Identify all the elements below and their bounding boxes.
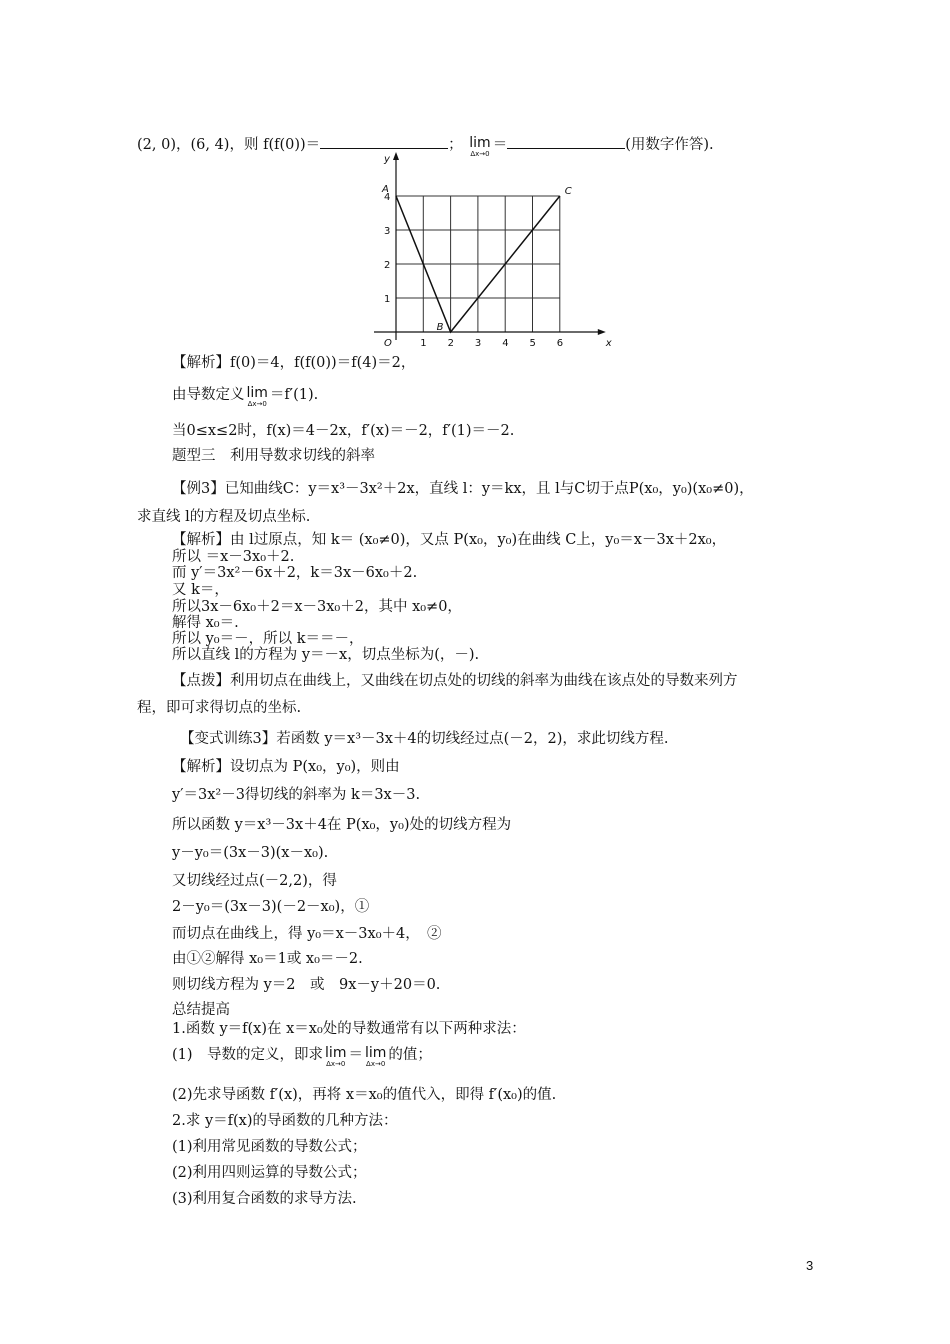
text-line: 1.函数 y＝f(x)在 x＝x₀处的导数通常有以下两种求法： [172, 1021, 526, 1037]
x-tick-label: 1 [420, 338, 427, 349]
text-line: 【解析】由 l过原点，知 k＝ (x₀≠0)，又点 P(x₀，y₀)在曲线 C上，y₀＝x－3x＋2x₀， [172, 532, 727, 548]
text-line: 又切线经过点(－2,2)，得 [172, 873, 337, 889]
function-graph [366, 154, 612, 350]
text-line: y－y₀＝(3x－3)(x－x₀). [172, 845, 329, 861]
y-tick-label: 4 [384, 192, 391, 203]
text-line: 【解析】设切点为 P(x₀，y₀)，则由 [172, 759, 400, 775]
page-number: 3 [806, 1258, 814, 1273]
text-line: (3)利用复合函数的求导方法. [172, 1191, 357, 1207]
limit-symbol: lim Δx→0 [246, 385, 268, 408]
y-axis-arrow [393, 152, 399, 160]
x-tick-label: 4 [502, 338, 509, 349]
limit-symbol: lim Δx→0 [469, 135, 491, 158]
text-line: 所以 ＝x－3x₀＋2. [172, 549, 295, 565]
text-line: 由①②解得 x₀＝1或 x₀＝－2. [172, 951, 363, 967]
text-line: 当0≤x≤2时，f(x)＝4－2x，f′(x)＝－2，f′(1)＝－2. [172, 423, 515, 439]
point-label-A: A [382, 184, 389, 195]
derivative-definition-line: 由导数定义 lim Δx→0 ＝f′(1). [172, 385, 319, 408]
x-tick-label: 6 [556, 338, 564, 349]
text-line: 2－y₀＝(3x－3)(－2－x₀)，① [172, 899, 370, 915]
origin-label: O [384, 338, 392, 349]
x-tick-label: 3 [474, 338, 482, 349]
text-line: 求直线 l的方程及切点坐标. [137, 509, 311, 525]
point-label-B: B [436, 322, 444, 333]
text-line: (1) 导数的定义，即求 lim Δx→0 ＝ lim Δx→0 的值； [172, 1045, 432, 1068]
summary-heading: 总结提高 [172, 1002, 230, 1018]
text-line: 程，即可求得切点的坐标. [137, 700, 302, 716]
text-line: (2)先求导函数 f′(x)，再将 x＝x₀的值代入，即得 f′(x₀)的值. [172, 1087, 557, 1103]
text-line: (2)利用四则运算的导数公式； [172, 1165, 367, 1181]
y-tick-label: 3 [384, 226, 391, 237]
limit-symbol: lim Δx→0 [325, 1045, 347, 1068]
solution-line: 【解析】f(0)＝4，f(f(0))＝f(4)＝2， [172, 355, 416, 371]
text-line: (1)利用常见函数的导数公式； [172, 1139, 367, 1155]
x-tick-label: 2 [447, 338, 454, 349]
text-line: 所以函数 y＝x³－3x＋4在 P(x₀，y₀)处的切线方程为 [172, 817, 512, 833]
text-line: 而 y′＝3x²－6x＋2，k＝3x－6x₀＋2. [172, 565, 418, 581]
answer-blank-1 [320, 134, 448, 149]
x-tick-label: 5 [529, 338, 536, 349]
y-axis-label: y [384, 154, 390, 165]
example-line: 【例3】已知曲线C：y＝x³－3x²＋2x，直线 l：y＝kx，且 l与C切于点P(x₀，y₀)(x₀≠0)， [172, 481, 754, 497]
y-tick-label: 1 [384, 294, 391, 305]
text-line: 又 k＝， [172, 582, 229, 598]
x-axis-arrow [598, 329, 606, 335]
exercise-line: 【变式训练3】若函数 y＝x³－3x＋4的切线经过点(－2，2)，求此切线方程. [180, 731, 669, 747]
text-line: 所以直线 l的方程为 y＝－x，切点坐标为(，－). [172, 647, 480, 663]
section-heading: 题型三 利用导数求切线的斜率 [172, 448, 375, 464]
text-line: 所以3x－6x₀＋2＝x－3x₀＋2，其中 x₀≠0， [172, 599, 462, 615]
tip-line: 【点拨】利用切点在曲线上，又曲线在切点处的切线的斜率为曲线在该点处的导数来列方 [172, 673, 738, 689]
question-line: (2, 0)，(6, 4)，则 f(f(0))＝ ； lim Δx→0 ＝ (用数字作答). [137, 135, 714, 158]
point-label-C: C [564, 186, 572, 197]
answer-blank-2 [507, 134, 625, 149]
x-axis-label: x [605, 338, 612, 349]
text-line: 所以 y₀＝－，所以 k＝＝－， [172, 631, 364, 647]
text-line: y′＝3x²－3得切线的斜率为 k＝3x－3. [172, 787, 421, 803]
y-tick-label: 2 [384, 260, 391, 271]
text-line: 2.求 y＝f(x)的导函数的几种方法： [172, 1113, 398, 1129]
limit-symbol: lim Δx→0 [364, 1045, 387, 1068]
text-line: 解得 x₀＝. [172, 615, 239, 631]
text-line: 而切点在曲线上，得 y₀＝x－3x₀＋4， ② [172, 926, 442, 942]
text-line: 则切线方程为 y＝2 或 9x－y＋20＝0. [172, 977, 441, 993]
